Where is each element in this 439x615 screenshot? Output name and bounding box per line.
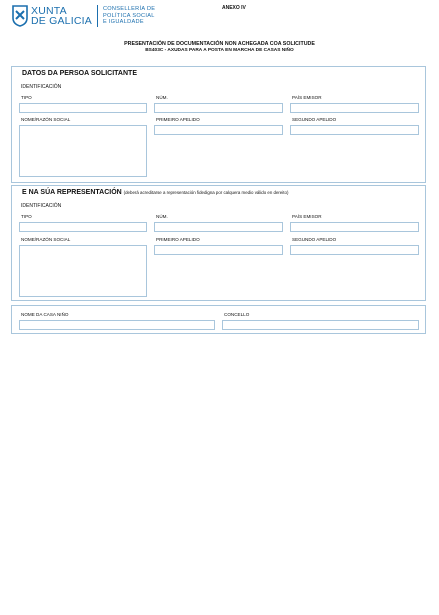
casa-name-label: NOME DA CASA NIÑO (21, 312, 69, 317)
department-line-2: POLÍTICA SOCIAL (102, 12, 155, 19)
representative-surname1-field[interactable] (154, 245, 283, 255)
xunta-emblem-icon (12, 5, 28, 27)
logo-wordmark (31, 5, 98, 27)
council-field[interactable] (222, 320, 419, 330)
representative-title-text: E NA SÚA REPRESENTACIÓN (22, 189, 122, 196)
applicant-country-label: PAÍS EMISOR (292, 95, 322, 100)
applicant-type-field[interactable] (19, 103, 147, 113)
representative-surname2-field[interactable] (290, 245, 419, 255)
applicant-surname2-label: SEGUNDO APELIDO (292, 117, 337, 122)
representative-country-label: PAÍS EMISOR (292, 214, 322, 219)
representative-identification-heading: IDENTIFICACIÓN (21, 203, 62, 209)
xunta-logo (12, 4, 155, 28)
department-line-3: E IGUALDADE (102, 19, 144, 26)
representative-name-label: NOME/RAZÓN SOCIAL (21, 237, 71, 242)
applicant-surname2-field[interactable] (290, 125, 419, 135)
document-subtitle: BS403C - AXUDAS PARA A POSTA EN MARCHA DE CASAS NIÑO (145, 48, 294, 53)
annex-label: ANEXO IV (222, 5, 246, 11)
representative-number-label: NÚM. (156, 214, 168, 219)
document-title: PRESENTACIÓN DE DOCUMENTACIÓN NON ACHEGADA COA SOLICITUDE (124, 41, 315, 47)
logo-line-2: DE GALICIA (31, 15, 92, 27)
casa-name-field[interactable] (19, 320, 215, 330)
logo-line-1: XUNTA (31, 5, 67, 17)
representative-section-title (22, 189, 288, 196)
applicant-surname1-field[interactable] (154, 125, 283, 135)
applicant-section-title: DATOS DA PERSOA SOLICITANTE (22, 70, 137, 77)
applicant-number-field[interactable] (154, 103, 283, 113)
casa-nino-section (11, 305, 426, 334)
applicant-country-field[interactable] (290, 103, 419, 113)
representative-type-field[interactable] (19, 222, 147, 232)
representative-surname1-label: PRIMEIRO APELIDO (156, 237, 200, 242)
applicant-number-label: NÚM. (156, 95, 168, 100)
applicant-name-label: NOME/RAZÓN SOCIAL (21, 117, 71, 122)
representative-name-field[interactable] (19, 245, 147, 297)
representative-number-field[interactable] (154, 222, 283, 232)
representative-section (11, 185, 426, 301)
applicant-identification-heading: IDENTIFICACIÓN (21, 84, 62, 90)
council-label: CONCELLO (224, 312, 250, 317)
department-name (98, 5, 155, 27)
applicant-surname1-label: PRIMEIRO APELIDO (156, 117, 200, 122)
applicant-name-field[interactable] (19, 125, 147, 177)
representative-type-label: TIPO (21, 214, 32, 219)
representative-country-field[interactable] (290, 222, 419, 232)
representative-surname2-label: SEGUNDO APELIDO (292, 237, 337, 242)
applicant-section (11, 66, 426, 183)
representative-title-note: (deberá acreditarse a representación fidedigna por calquera medio válido en dereito) (123, 190, 289, 195)
department-line-1: CONSELLERÍA DE (102, 6, 156, 13)
applicant-type-label: TIPO (21, 95, 32, 100)
